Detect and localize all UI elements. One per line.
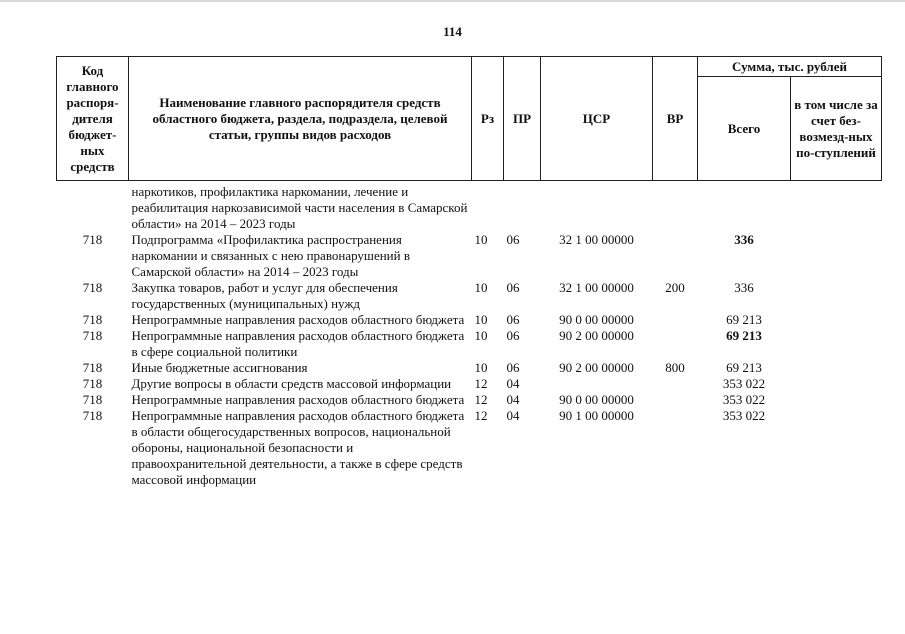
cell-csr: 90 0 00 00000 — [559, 392, 634, 407]
cell-gratuitous — [791, 232, 882, 280]
cell-total: 69 213 — [726, 328, 762, 343]
cell-csr — [541, 181, 653, 233]
cell-total: 336 — [734, 232, 754, 247]
cell-total: 353 022 — [722, 408, 766, 423]
cell-gratuitous — [791, 181, 882, 233]
cell-vr: 800 — [665, 360, 685, 375]
cell-rz: 12 — [474, 408, 488, 423]
cell-gratuitous — [791, 408, 882, 488]
cell-vr — [653, 408, 698, 488]
header-rz: Рз — [472, 57, 504, 181]
cell-gratuitous — [791, 392, 882, 408]
table-row — [57, 360, 882, 376]
cell-csr: 32 1 00 00000 — [559, 280, 634, 295]
cell-rz: 10 — [474, 312, 488, 327]
cell-gratuitous — [791, 376, 882, 392]
cell-total: 353 022 — [722, 392, 766, 407]
cell-csr: 90 0 00 00000 — [559, 312, 634, 327]
header-csr: ЦСР — [541, 57, 653, 181]
cell-csr: 90 2 00 00000 — [559, 328, 634, 343]
header-pr: ПР — [504, 57, 541, 181]
cell-rz: 12 — [474, 392, 488, 407]
table-row — [57, 312, 882, 328]
cell-total: 336 — [734, 280, 754, 295]
header-total: Всего — [698, 77, 791, 181]
cell-gratuitous — [791, 280, 882, 312]
cell-vr — [653, 392, 698, 408]
header-vr: ВР — [653, 57, 698, 181]
cell-rz: 10 — [474, 232, 488, 247]
cell-code: 718 — [82, 408, 103, 423]
cell-vr — [653, 312, 698, 328]
cell-rz — [472, 181, 504, 233]
cell-pr: 04 — [506, 392, 520, 407]
cell-code: 718 — [82, 360, 103, 375]
scan-edge — [0, 0, 905, 2]
cell-vr — [653, 328, 698, 360]
cell-code: 718 — [82, 280, 103, 295]
cell-total: 69 213 — [726, 312, 762, 327]
cell-code: 718 — [82, 232, 103, 247]
cell-pr: 04 — [506, 376, 520, 391]
cell-pr: 06 — [506, 328, 520, 343]
cell-csr: 32 1 00 00000 — [559, 232, 634, 247]
table-row — [57, 232, 882, 280]
cell-rz: 10 — [474, 360, 488, 375]
cell-name: Непрограммные направления расходов областного бюджета — [131, 312, 465, 327]
page-number: 114 — [443, 24, 462, 39]
cell-total: 69 213 — [726, 360, 762, 375]
cell-csr: 90 2 00 00000 — [559, 360, 634, 375]
cell-vr — [653, 181, 698, 233]
table-row — [57, 392, 882, 408]
header-gratuitous: в том числе за счет без-возмезд-ных по-ступлений — [791, 77, 882, 181]
header-name: Наименование главного распорядителя средств областного бюджета, раздела, подраздела, целевой статьи, группы видов расходов — [129, 57, 472, 181]
table-row — [57, 280, 882, 312]
header-code: Код главного распоря-дителя бюджет-ных средств — [57, 57, 129, 181]
cell-pr: 06 — [506, 312, 520, 327]
cell-pr: 06 — [506, 360, 520, 375]
table-row — [57, 328, 882, 360]
cell-pr: 04 — [506, 408, 520, 423]
cell-code: 718 — [82, 392, 103, 407]
cell-vr — [653, 232, 698, 280]
cell-vr: 200 — [665, 280, 685, 295]
cell-vr — [653, 376, 698, 392]
cell-name: Непрограммные направления расходов областного бюджета — [131, 392, 465, 407]
cell-pr — [504, 181, 541, 233]
cell-total — [698, 181, 791, 233]
cell-gratuitous — [791, 328, 882, 360]
cell-pr: 06 — [506, 280, 520, 295]
cell-name: Непрограммные направления расходов областного бюджета в сфере социальной политики — [131, 328, 465, 359]
cell-name: наркотиков, профилактика наркомании, лечение и реабилитация наркозависимой части населения в Самарской области» на 2014 – 2023 годы — [131, 184, 468, 231]
cell-gratuitous — [791, 312, 882, 328]
cell-rz: 12 — [474, 376, 488, 391]
cell-code: 718 — [82, 312, 103, 327]
table-body — [57, 181, 882, 489]
cell-name: Непрограммные направления расходов областного бюджета в области общегосударственных вопросов, национальной обороны, национальной безопасности и правоохранительной деятельности, а также в сфере средств массовой информации — [131, 408, 465, 487]
header-sum-group: Сумма, тыс. рублей — [698, 57, 882, 77]
cell-csr — [541, 376, 653, 392]
cell-name: Иные бюджетные ассигнования — [131, 360, 308, 375]
cell-csr: 90 1 00 00000 — [559, 408, 634, 423]
table-row — [57, 181, 882, 233]
cell-rz: 10 — [474, 328, 488, 343]
cell-code: 718 — [82, 328, 103, 343]
cell-pr: 06 — [506, 232, 520, 247]
cell-rz: 10 — [474, 280, 488, 295]
cell-code: 718 — [82, 376, 103, 391]
cell-total: 353 022 — [722, 376, 766, 391]
cell-name: Другие вопросы в области средств массовой информации — [131, 376, 452, 391]
table-row — [57, 376, 882, 392]
cell-name: Подпрограмма «Профилактика распространения наркомании и связанных с нею правонарушений в Самарской области» на 2014 – 2023 годы — [131, 232, 410, 279]
cell-code — [57, 181, 129, 233]
budget-table — [56, 56, 882, 488]
cell-name: Закупка товаров, работ и услуг для обеспечения государственных (муниципальных) нужд — [131, 280, 398, 311]
table-row — [57, 408, 882, 488]
cell-gratuitous — [791, 360, 882, 376]
